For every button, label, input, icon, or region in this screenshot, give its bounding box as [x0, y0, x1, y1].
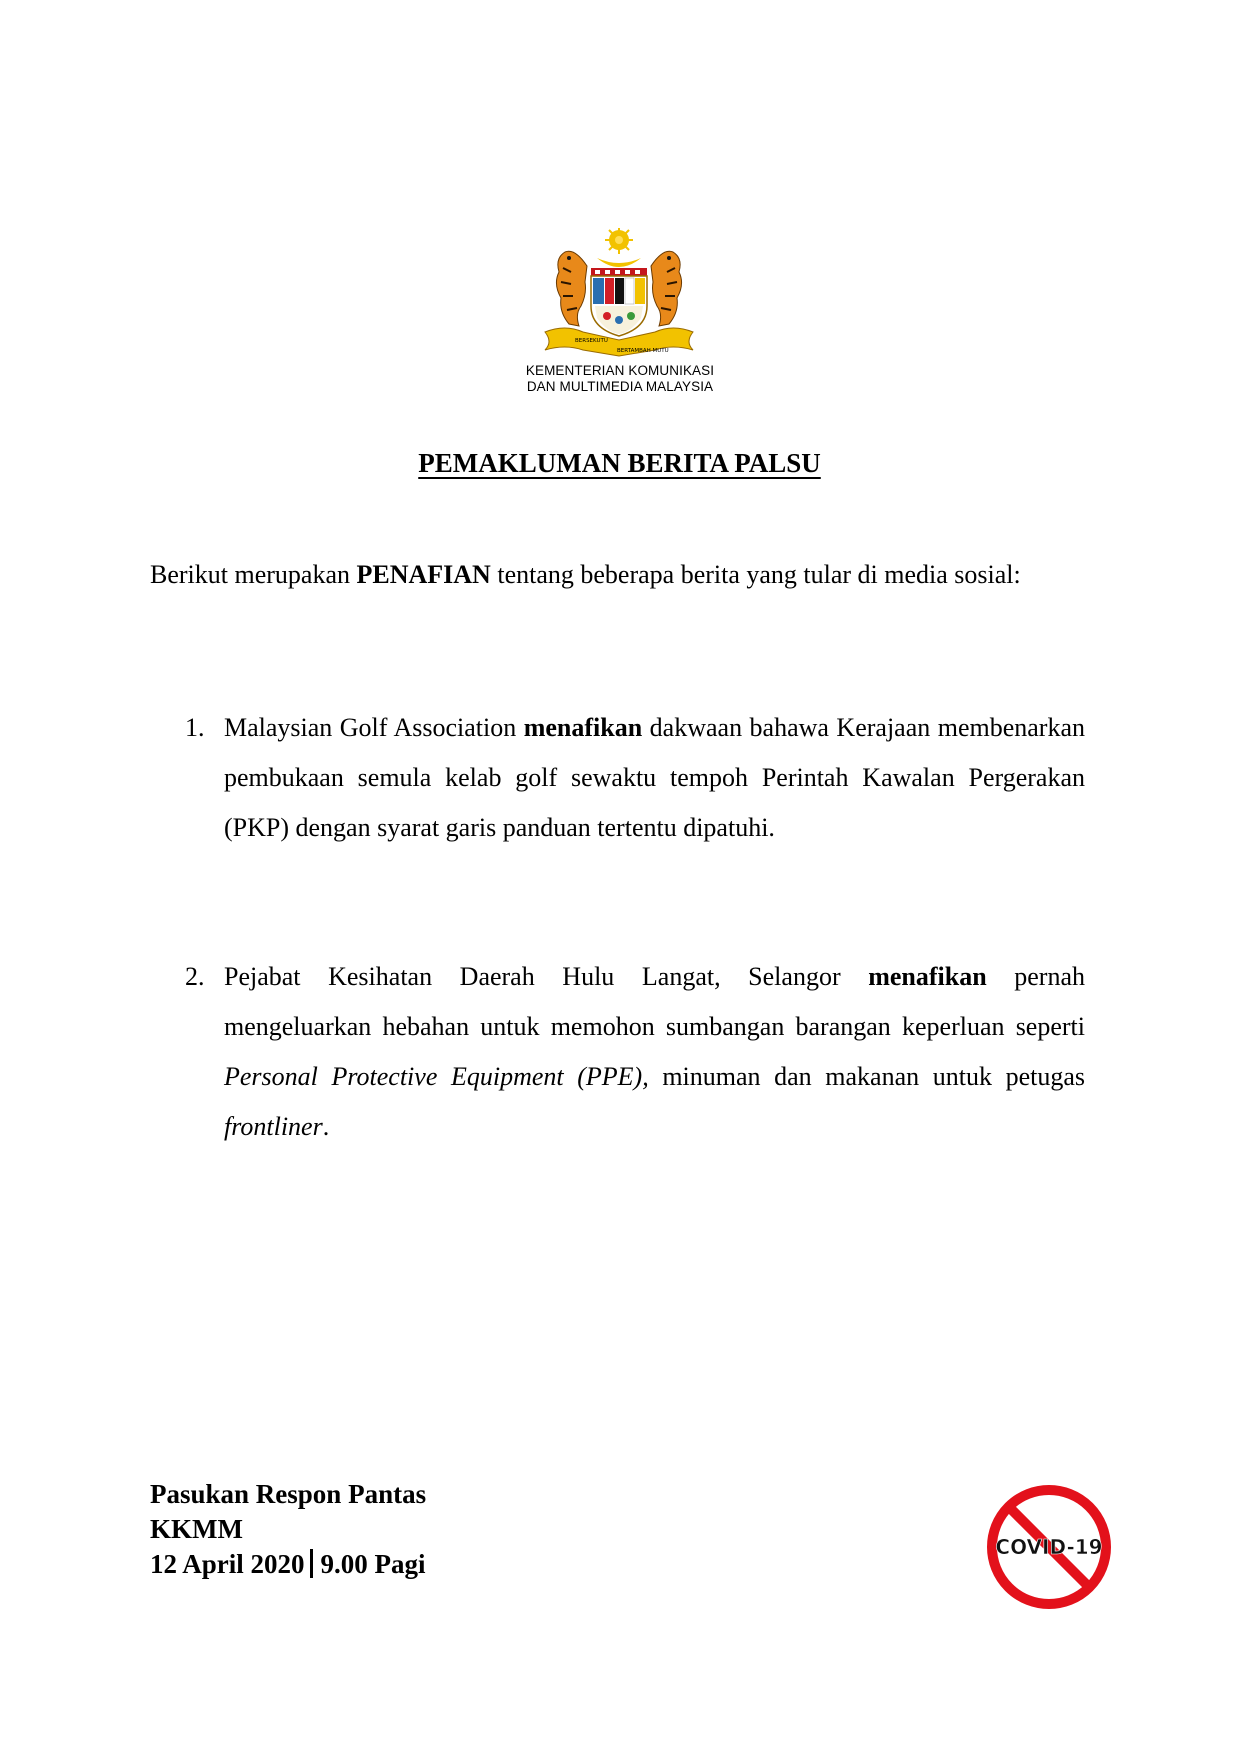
footer-team: Pasukan Respon Pantas [150, 1479, 427, 1509]
item-1-after: dakwaan bahawa Kerajaan membenarkan pembukaan semula kelab golf sewaktu tempoh Perintah Kawalan Pergerakan (PKP) dengan syarat garis panduan tertentu dipatuhi. [224, 713, 1085, 842]
badge-text: COVID-19 [995, 1535, 1103, 1559]
footer-datetime [150, 1547, 426, 1582]
list-item [185, 952, 1085, 1152]
ministry-line-2: DAN MULTIMEDIA MALAYSIA [526, 379, 714, 394]
malaysia-coat-of-arms-icon [535, 228, 703, 358]
crest-scroll-right-text: BERTAMBAH MUTU [617, 348, 669, 354]
item-2-bold: menafikan [868, 962, 987, 991]
intro-before: Berikut merupakan [150, 560, 357, 589]
intro-bold: PENAFIAN [356, 560, 491, 589]
ministry-line-1: KEMENTERIAN KOMUNIKASI [525, 363, 715, 378]
item-2-mid2: minuman dan makanan untuk petugas [648, 1062, 1085, 1091]
item-1-bold: menafikan [523, 713, 643, 742]
footer-signature [150, 1477, 426, 1582]
item-2-before: Pejabat Kesihatan Daerah Hulu Langat, Selangor [224, 962, 869, 991]
footer-separator [310, 1549, 313, 1578]
item-1-before: Malaysian Golf Association [224, 713, 524, 742]
ministry-name [500, 363, 740, 395]
list-item [185, 703, 1085, 853]
page-title: PEMAKLUMAN BERITA PALSU [418, 448, 821, 478]
footer-org: KKMM [150, 1514, 243, 1544]
item-2-italic-ppe: Personal Protective Equipment (PPE), [224, 1062, 649, 1091]
crest-scroll-left-text: BERSEKUTU [575, 338, 608, 344]
intro-paragraph [150, 550, 1085, 600]
footer-date: 12 April 2020 [150, 1549, 305, 1579]
footer-time: 9.00 Pagi [320, 1549, 426, 1579]
no-covid-19-icon [985, 1483, 1113, 1611]
list-item-number: 2. [185, 962, 205, 991]
item-2-italic-frontliner: frontliner [224, 1112, 323, 1141]
item-2-mid: pernah mengeluarkan hebahan untuk memohon sumbangan barangan keperluan seperti [224, 962, 1085, 1041]
list-item-number: 1. [185, 713, 205, 742]
intro-after: tentang beberapa berita yang tular di media sosial: [490, 560, 1021, 589]
item-2-end: . [322, 1112, 330, 1141]
